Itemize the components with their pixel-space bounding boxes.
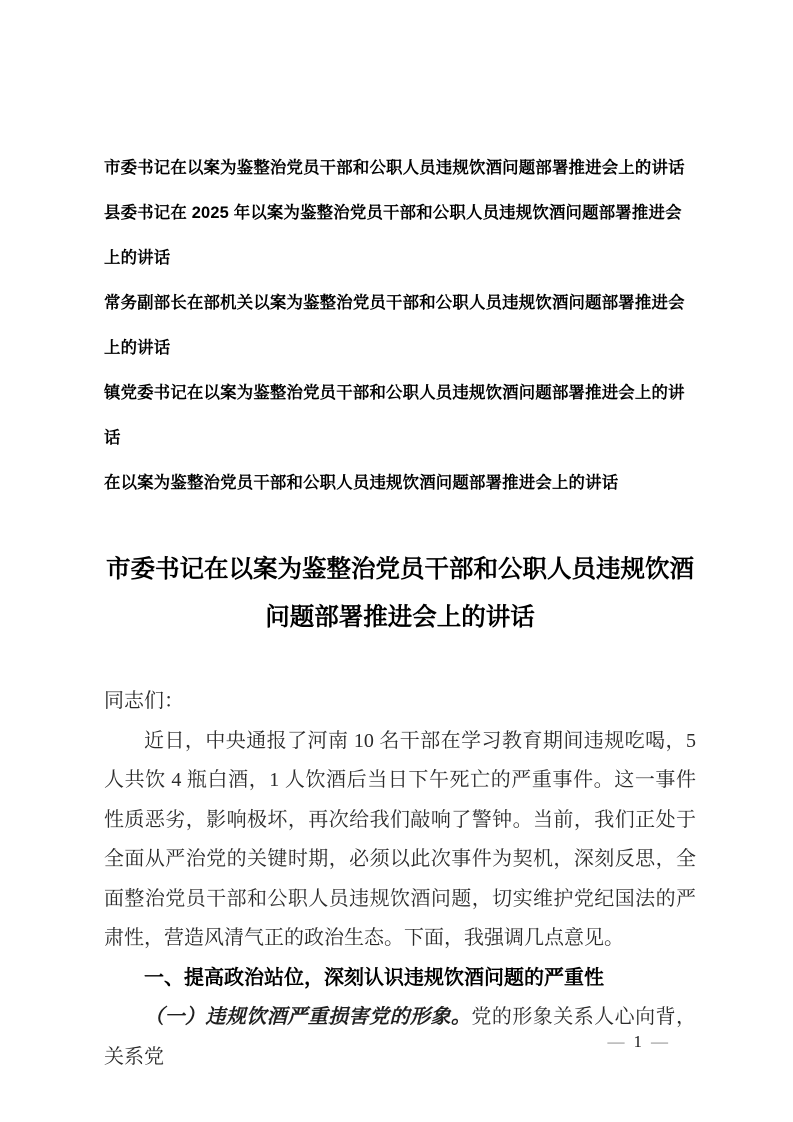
list-item: 市委书记在以案为鉴整治党员干部和公职人员违规饮酒问题部署推进会上的讲话: [104, 159, 685, 177]
salutation: 同志们：: [104, 690, 184, 712]
page-number-dash-left: —: [607, 1032, 625, 1051]
page-number-value: 1: [633, 1032, 642, 1051]
list-item: 常务副部长在部机关以案为鉴整治党员干部和公职人员违规饮酒问题部署推进会上的讲话: [104, 294, 685, 357]
list-item: 镇党委书记在以案为鉴整治党员干部和公职人员违规饮酒问题部署推进会上的讲话: [104, 384, 685, 447]
related-titles-list: [104, 146, 696, 506]
section-heading: 一、提高政治站位，深刻认识违规饮酒问题的严重性: [144, 966, 604, 989]
intro-paragraph: 近日，中央通报了河南 10 名干部在学习教育期间违规吃喝，5 人共饮 4 瓶白酒，1 人饮酒后当日下午死亡的严重事件。这一事件性质恶劣，影响极坏，再次给我们敲响了警钟。当前，我们正处于全面从严治党的关键时期，必须以此次事件为契机，深刻反思，全面整治党员干部和公职人员违规饮酒问题，切实维护党纪国法的严肃性，营造风清气正的政治生态。下面，我强调几点意见。: [104, 729, 696, 949]
page-number: [104, 1030, 668, 1054]
subsection-text: 党的形象关系人心向背，关系党: [104, 1006, 697, 1068]
page-number-dash-right: —: [651, 1032, 668, 1051]
list-item: 县委书记在 2025 年以案为鉴整治党员干部和公职人员违规饮酒问题部署推进会上的讲话: [104, 204, 682, 267]
list-item: 在以案为鉴整治党员干部和公职人员违规饮酒问题部署推进会上的讲话: [104, 474, 619, 492]
subsection-lead: （一）违规饮酒严重损害党的形象。: [144, 1006, 472, 1028]
document-body: [104, 682, 696, 1077]
page-content: [104, 0, 696, 1077]
page-title: 市委书记在以案为鉴整治党员干部和公职人员违规饮酒问题部署推进会上的讲话: [106, 556, 694, 631]
